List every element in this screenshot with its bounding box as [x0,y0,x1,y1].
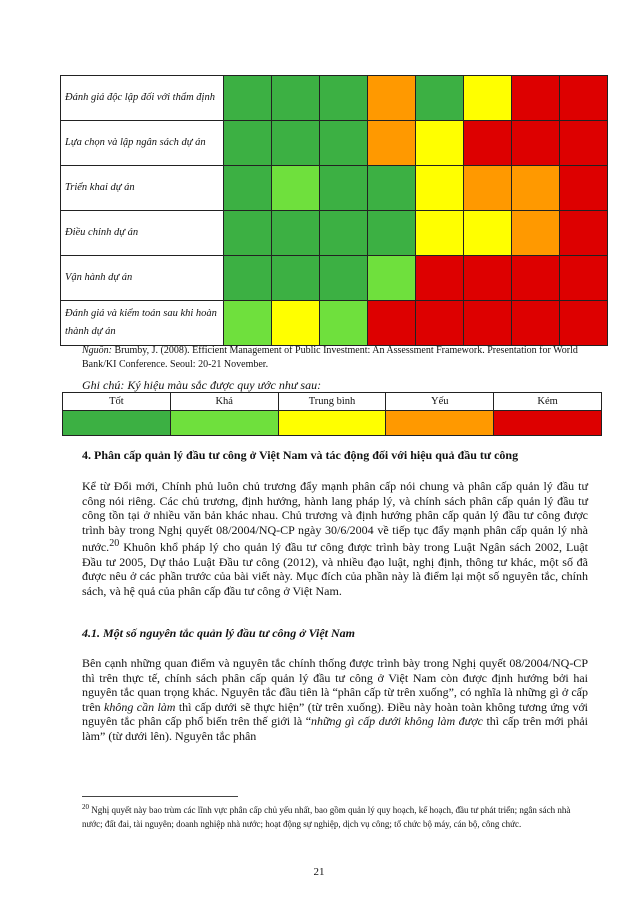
paragraph-1-text-a: Kể từ Đổi mới, Chính phủ luôn chủ trương đẩy mạnh phân cấp nói chung và phân cấp quản lý đầu tư công nói riêng. Các chủ trương, định hướng, hành lang pháp lý, và chính sách phân cấp quản lý đầu tư công tồn tại ở nhiều văn bản khác nhau. Chủ trương và định hướng phân cấp quản lý đầu tư công được trình bày trong Nghị quyết 08/2004/NQ-CP ngày 30/6/2004 về tiếp tục đẩy mạnh phân cấp quản lý nhà nước. [82,479,588,554]
table-row [61,76,608,121]
rating-cell [368,121,416,166]
rating-cell [416,76,464,121]
rating-cell [320,301,368,346]
rating-cell [416,301,464,346]
rating-cell [560,121,608,166]
paragraph-1-text-b: Khuôn khổ pháp lý cho quản lý đầu tư công được trình bày trong Luật Ngân sách 2002, Luật Đầu tư 2005, Dự thảo Luật Đầu tư công (2012), và nhiều đạo luật, nghị định, thông tư khác, một số đã được nêu ở các phần trước của bài viết này. Mục đích của phần này là điểm lại một số nguyên tắc, chính sách, và hệ quả của phân cấp đầu tư công ở Việt Nam. [82,540,588,598]
rating-cell [560,256,608,301]
rating-cell [512,256,560,301]
table-row [61,301,608,346]
rating-cell [320,256,368,301]
rating-cell [512,76,560,121]
legend-label-kha: Khá [170,393,278,411]
rating-cell [560,301,608,346]
rating-cell [224,211,272,256]
rating-cell [224,76,272,121]
rating-cell [512,301,560,346]
rating-cell [464,121,512,166]
rating-cell [368,211,416,256]
row-label: Đánh giá độc lập đối với thẩm định [61,76,224,121]
rating-cell [464,166,512,211]
footnote [82,800,590,831]
rating-cell [272,256,320,301]
table-row [61,211,608,256]
paragraph-2-text-a: Bên cạnh những quan điểm và nguyên tắc chính thống được trình bày trong Nghị quyết 08/2004/NQ-CP thì trên thực tế, chính sách phân cấp quản lý đầu tư công ở Việt Nam còn được định hướng bởi hai nguyên tắc quan trọng khác. Nguyên tắc đầu tiên là “phân cấp từ trên xuống”, có nghĩa là những gì ở cấp trên [82,656,588,714]
rating-cell [464,76,512,121]
footnote-number: 20 [82,803,89,811]
swatch-fair [170,411,278,436]
row-label: Điều chỉnh dự án [61,211,224,256]
legend-swatch-row [63,411,602,436]
table-row [61,121,608,166]
rating-cell [224,301,272,346]
assessment-heat-table [60,75,608,346]
rating-cell [224,166,272,211]
rating-cell [320,121,368,166]
rating-cell [320,211,368,256]
rating-cell [560,166,608,211]
swatch-good [63,411,171,436]
note-text: : Ký hiệu màu sắc được quy ước như sau: [120,378,322,392]
swatch-average [278,411,386,436]
paragraph-2-italic-1: không cần làm [104,699,176,714]
rating-cell [272,121,320,166]
rating-cell [272,76,320,121]
table-row [61,166,608,211]
rating-cell [368,256,416,301]
swatch-poor [494,411,602,436]
page-number: 21 [313,866,325,878]
rating-cell [512,211,560,256]
paragraph-1 [82,479,588,598]
color-note [82,378,321,393]
paragraph-2-text-c: thì cấp trên mới phải làm” (từ dưới lên). Nguyên tắc phân [82,714,588,743]
source-label: Nguồn: [82,345,112,356]
rating-cell [464,211,512,256]
legend-header-row [63,393,602,411]
rating-cell [320,166,368,211]
section-heading: 4. Phân cấp quản lý đầu tư công ở Việt Nam và tác động đối với hiệu quả đầu tư công [82,448,519,462]
rating-cell [320,76,368,121]
rating-cell [464,301,512,346]
paragraph-2-italic-2: những gì cấp dưới không làm được [311,714,483,728]
rating-cell [512,166,560,211]
source-note [82,344,602,372]
row-label: Đánh giá và kiểm toán sau khi hoàn thành dự án [61,301,224,346]
row-label: Lựa chọn và lập ngân sách dự án [61,121,224,166]
rating-cell [416,211,464,256]
rating-cell [368,166,416,211]
paragraph-2 [82,656,588,743]
note-label: Ghi chú [82,378,121,392]
rating-cell [368,301,416,346]
rating-cell [272,301,320,346]
paragraph-2-text-b: thì cấp dưới sẽ thực hiện” (từ trên xuống). Điều này hoàn toàn không tương ứng với nguyên tắc phân cấp phổ biến trên thế giới là “ [82,699,588,728]
footnote-text: Nghị quyết này bao trùm các lĩnh vực phân cấp chủ yếu nhất, bao gồm quản lý quy hoạch, kế hoạch, đầu tư phát triển; ngân sách nhà nước; đất đai, tài nguyên; doanh nghiệp nhà nước; hoạt động sự nghiệp, dịch vụ công; tổ chức bộ máy, cán bộ, công chức. [82,805,571,829]
rating-cell [416,121,464,166]
row-label: Triển khai dự án [61,166,224,211]
rating-cell [224,256,272,301]
rating-cell [272,166,320,211]
legend-label-yeu: Yếu [386,393,494,411]
color-legend-table [62,392,602,436]
rating-cell [416,166,464,211]
rating-cell [224,121,272,166]
rating-cell [416,256,464,301]
rating-cell [368,76,416,121]
footnote-divider [82,796,238,797]
table-row [61,256,608,301]
rating-cell [560,76,608,121]
rating-cell [464,256,512,301]
legend-label-trung-binh: Trung bình [278,393,386,411]
rating-cell [272,211,320,256]
legend-label-kem: Kém [494,393,602,411]
source-text: Brumby, J. (2008). Efficient Management of Public Investment: An Assessment Framework. Presentation for World Bank/KI Conference. Seoul: 20-21 November. [82,345,578,370]
subsection-heading: 4.1. Một số nguyên tắc quản lý đầu tư công ở Việt Nam [82,626,355,640]
swatch-weak [386,411,494,436]
rating-cell [512,121,560,166]
row-label: Vận hành dự án [61,256,224,301]
rating-cell [560,211,608,256]
footnote-ref: 20 [109,538,120,549]
legend-label-tot: Tốt [63,393,171,411]
